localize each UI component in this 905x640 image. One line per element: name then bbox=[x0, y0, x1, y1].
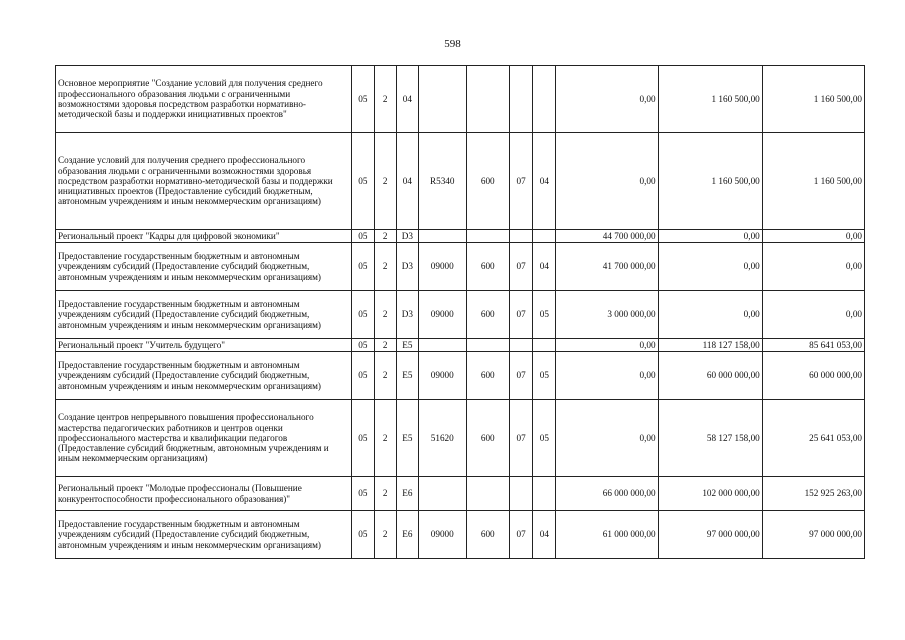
cell-code-2: 2 bbox=[374, 400, 396, 477]
cell-amount-2: 102 000 000,00 bbox=[658, 477, 762, 511]
cell-amount-2: 60 000 000,00 bbox=[658, 352, 762, 400]
cell-amount-2: 0,00 bbox=[658, 230, 762, 243]
cell-code-3: 04 bbox=[396, 66, 418, 133]
cell-amount-2: 0,00 bbox=[658, 291, 762, 339]
table-row bbox=[56, 400, 865, 477]
cell-target-article: 09000 bbox=[418, 511, 466, 559]
cell-target-article: 51620 bbox=[418, 400, 466, 477]
cell-target-article: 09000 bbox=[418, 243, 466, 291]
cell-amount-1: 0,00 bbox=[556, 133, 658, 230]
cell-section: 07 bbox=[509, 511, 532, 559]
cell-amount-2: 1 160 500,00 bbox=[658, 133, 762, 230]
cell-code-3: D3 bbox=[396, 230, 418, 243]
budget-table bbox=[55, 65, 865, 559]
cell-code-1: 05 bbox=[352, 352, 374, 400]
cell-target-article bbox=[418, 230, 466, 243]
cell-code-3: E5 bbox=[396, 352, 418, 400]
cell-code-1: 05 bbox=[352, 477, 374, 511]
cell-subsection: 04 bbox=[533, 243, 556, 291]
table-row bbox=[56, 511, 865, 559]
cell-amount-3: 97 000 000,00 bbox=[762, 511, 864, 559]
cell-expense-type: 600 bbox=[466, 133, 509, 230]
cell-code-1: 05 bbox=[352, 133, 374, 230]
cell-subsection bbox=[533, 66, 556, 133]
cell-code-2: 2 bbox=[374, 66, 396, 133]
cell-amount-3: 0,00 bbox=[762, 243, 864, 291]
cell-code-2: 2 bbox=[374, 477, 396, 511]
page-number: 598 bbox=[444, 38, 461, 50]
cell-subsection: 05 bbox=[533, 291, 556, 339]
table-row bbox=[56, 230, 865, 243]
cell-section bbox=[509, 339, 532, 352]
cell-section: 07 bbox=[509, 400, 532, 477]
cell-amount-3: 25 641 053,00 bbox=[762, 400, 864, 477]
cell-amount-3: 152 925 263,00 bbox=[762, 477, 864, 511]
cell-description: Предоставление государственным бюджетным и автономным учреждениям субсидий (Предоставление субсидий бюджетным, автономным учреждениям и иным некоммерческим организациям) bbox=[56, 511, 352, 559]
cell-amount-1: 3 000 000,00 bbox=[556, 291, 658, 339]
cell-subsection: 05 bbox=[533, 400, 556, 477]
cell-target-article bbox=[418, 339, 466, 352]
cell-amount-1: 41 700 000,00 bbox=[556, 243, 658, 291]
cell-section bbox=[509, 477, 532, 511]
cell-code-2: 2 bbox=[374, 291, 396, 339]
table-row bbox=[56, 339, 865, 352]
cell-expense-type bbox=[466, 477, 509, 511]
cell-section: 07 bbox=[509, 291, 532, 339]
table-row bbox=[56, 352, 865, 400]
cell-amount-2: 0,00 bbox=[658, 243, 762, 291]
table-row bbox=[56, 243, 865, 291]
cell-code-1: 05 bbox=[352, 291, 374, 339]
cell-amount-1: 0,00 bbox=[556, 66, 658, 133]
cell-description: Региональный проект "Кадры для цифровой экономики" bbox=[56, 230, 352, 243]
cell-code-2: 2 bbox=[374, 339, 396, 352]
cell-code-3: D3 bbox=[396, 243, 418, 291]
cell-code-3: E5 bbox=[396, 400, 418, 477]
cell-subsection: 04 bbox=[533, 133, 556, 230]
cell-target-article: 09000 bbox=[418, 352, 466, 400]
cell-amount-1: 61 000 000,00 bbox=[556, 511, 658, 559]
cell-expense-type: 600 bbox=[466, 352, 509, 400]
cell-code-2: 2 bbox=[374, 243, 396, 291]
cell-code-1: 05 bbox=[352, 511, 374, 559]
cell-code-1: 05 bbox=[352, 230, 374, 243]
cell-amount-1: 0,00 bbox=[556, 352, 658, 400]
cell-amount-3: 1 160 500,00 bbox=[762, 133, 864, 230]
cell-subsection bbox=[533, 477, 556, 511]
cell-code-3: 04 bbox=[396, 133, 418, 230]
cell-amount-1: 0,00 bbox=[556, 400, 658, 477]
cell-description: Предоставление государственным бюджетным и автономным учреждениям субсидий (Предоставление субсидий бюджетным, автономным учреждениям и иным некоммерческим организациям) bbox=[56, 352, 352, 400]
cell-amount-1: 0,00 bbox=[556, 339, 658, 352]
cell-subsection: 05 bbox=[533, 352, 556, 400]
cell-section bbox=[509, 66, 532, 133]
cell-description: Основное мероприятие "Создание условий для получения среднего профессионального образования людьми с ограниченными возможностями здоровья посредством разработки нормативно-методической базы и поддержки инициативных проектов" bbox=[56, 66, 352, 133]
cell-section bbox=[509, 230, 532, 243]
cell-description: Создание центров непрерывного повышения профессионального мастерства педагогических работников и центров оценки профессионального мастерства и квалификации педагогов (Предоставление субсидий бюджетным, автономным учреждениям и иным некоммерческим организациям) bbox=[56, 400, 352, 477]
cell-code-3: E6 bbox=[396, 511, 418, 559]
cell-subsection: 04 bbox=[533, 511, 556, 559]
cell-section: 07 bbox=[509, 352, 532, 400]
cell-target-article: 09000 bbox=[418, 291, 466, 339]
cell-amount-2: 1 160 500,00 bbox=[658, 66, 762, 133]
cell-description: Региональный проект "Учитель будущего" bbox=[56, 339, 352, 352]
cell-amount-2: 97 000 000,00 bbox=[658, 511, 762, 559]
cell-amount-2: 58 127 158,00 bbox=[658, 400, 762, 477]
cell-expense-type bbox=[466, 66, 509, 133]
cell-expense-type: 600 bbox=[466, 400, 509, 477]
table-row bbox=[56, 133, 865, 230]
cell-amount-3: 0,00 bbox=[762, 230, 864, 243]
cell-expense-type: 600 bbox=[466, 511, 509, 559]
cell-amount-3: 60 000 000,00 bbox=[762, 352, 864, 400]
cell-description: Предоставление государственным бюджетным и автономным учреждениям субсидий (Предоставление субсидий бюджетным, автономным учреждениям и иным некоммерческим организациям) bbox=[56, 291, 352, 339]
cell-description: Создание условий для получения среднего профессионального образования людьми с ограниченными возможностями здоровья посредством разработки нормативно-методической базы и поддержки инициативных проектов (Предоставление субсидий бюджетным, автономным учреждениям и иным некоммерческим организациям) bbox=[56, 133, 352, 230]
cell-code-3: E6 bbox=[396, 477, 418, 511]
cell-code-2: 2 bbox=[374, 133, 396, 230]
table-row bbox=[56, 66, 865, 133]
cell-code-3: E5 bbox=[396, 339, 418, 352]
cell-code-1: 05 bbox=[352, 400, 374, 477]
cell-expense-type: 600 bbox=[466, 291, 509, 339]
cell-amount-1: 66 000 000,00 bbox=[556, 477, 658, 511]
table-row bbox=[56, 477, 865, 511]
cell-expense-type: 600 bbox=[466, 243, 509, 291]
cell-code-1: 05 bbox=[352, 243, 374, 291]
cell-description: Региональный проект "Молодые профессионалы (Повышение конкурентоспособности профессионального образования)" bbox=[56, 477, 352, 511]
cell-target-article bbox=[418, 477, 466, 511]
cell-code-1: 05 bbox=[352, 66, 374, 133]
cell-amount-1: 44 700 000,00 bbox=[556, 230, 658, 243]
cell-code-2: 2 bbox=[374, 230, 396, 243]
cell-amount-2: 118 127 158,00 bbox=[658, 339, 762, 352]
cell-amount-3: 0,00 bbox=[762, 291, 864, 339]
cell-amount-3: 85 641 053,00 bbox=[762, 339, 864, 352]
cell-subsection bbox=[533, 339, 556, 352]
cell-subsection bbox=[533, 230, 556, 243]
cell-section: 07 bbox=[509, 243, 532, 291]
cell-expense-type bbox=[466, 339, 509, 352]
cell-code-2: 2 bbox=[374, 511, 396, 559]
cell-description: Предоставление государственным бюджетным и автономным учреждениям субсидий (Предоставление субсидий бюджетным, автономным учреждениям и иным некоммерческим организациям) bbox=[56, 243, 352, 291]
cell-target-article: R5340 bbox=[418, 133, 466, 230]
cell-expense-type bbox=[466, 230, 509, 243]
cell-target-article bbox=[418, 66, 466, 133]
cell-code-2: 2 bbox=[374, 352, 396, 400]
cell-amount-3: 1 160 500,00 bbox=[762, 66, 864, 133]
cell-code-1: 05 bbox=[352, 339, 374, 352]
cell-section: 07 bbox=[509, 133, 532, 230]
cell-code-3: D3 bbox=[396, 291, 418, 339]
table-row bbox=[56, 291, 865, 339]
